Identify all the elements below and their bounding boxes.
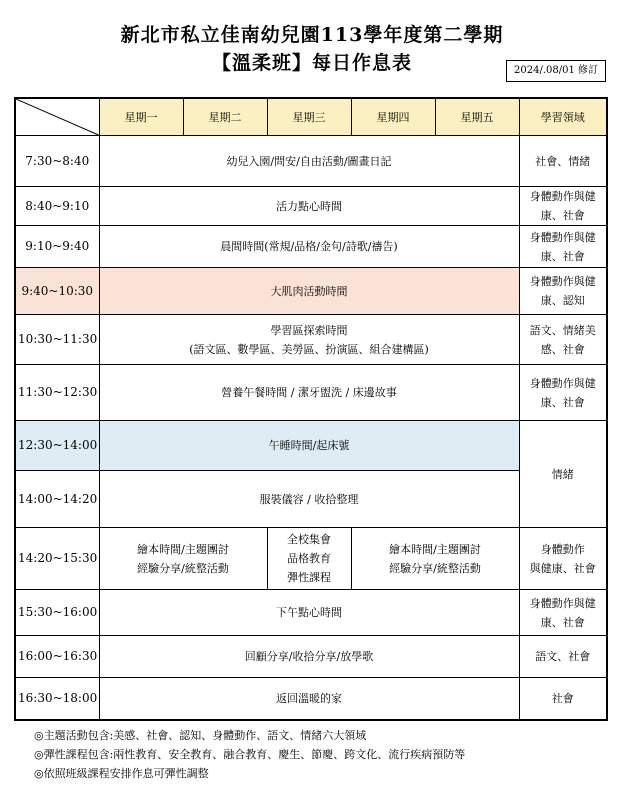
table-row bbox=[15, 421, 607, 471]
col-header-domain: 學習領域 bbox=[519, 98, 607, 136]
col-header-friday: 星期五 bbox=[435, 98, 519, 136]
activity-cell: 營養午餐時間 / 潔牙盥洗 / 床邊故事 bbox=[99, 365, 519, 421]
activity-line: 經驗分享/統整活動 bbox=[137, 561, 229, 575]
activity-cell: 午睡時間/起床號 bbox=[99, 421, 519, 471]
time-cell: 14:00~14:20 bbox=[15, 471, 99, 528]
time-cell: 8:40~9:10 bbox=[15, 187, 99, 226]
header-row bbox=[15, 98, 607, 136]
page-title: 新北市私立佳南幼兒園113學年度第二學期 bbox=[120, 24, 504, 46]
class-title: 【溫柔班】每日作息表 bbox=[211, 52, 412, 74]
col-header-wednesday: 星期三 bbox=[267, 98, 351, 136]
col-header-monday: 星期一 bbox=[99, 98, 183, 136]
table-row bbox=[15, 528, 607, 590]
domain-cell bbox=[519, 528, 607, 590]
col-header-tuesday: 星期二 bbox=[183, 98, 267, 136]
activity-cell: 下午點心時間 bbox=[99, 590, 519, 636]
time-cell: 14:20~15:30 bbox=[15, 528, 99, 590]
domain-cell: 社會 bbox=[519, 678, 607, 720]
domain-cell: 社會、情緒 bbox=[519, 136, 607, 187]
activity-line: (語文區、數學區、美勞區、扮演區、組合建構區) bbox=[189, 342, 429, 356]
time-cell: 9:40~10:30 bbox=[15, 268, 99, 315]
activity-cell: 回顧分享/收拾分享/放學歌 bbox=[99, 636, 519, 678]
notes bbox=[34, 726, 465, 783]
note-item: ◎主題活動包含:美感、社會、認知、身體動作、語文、情緒六大領域 bbox=[34, 729, 367, 742]
revision-date: 2024/.08/01 修訂 bbox=[506, 60, 606, 82]
activity-line: 全校集會 bbox=[287, 533, 331, 546]
activity-cell-left bbox=[99, 528, 267, 590]
activity-cell: 幼兒入園/問安/自由活動/圖畫日記 bbox=[99, 136, 519, 187]
time-cell: 7:30~8:40 bbox=[15, 136, 99, 187]
note-item: ◎彈性課程包含:兩性教育、安全教育、融合教育、慶生、節慶、跨文化、流行疾病預防等 bbox=[34, 748, 466, 761]
table-row bbox=[15, 590, 607, 636]
table-row bbox=[15, 226, 607, 268]
activity-cell: 晨間時間(常規/品格/金句/詩歌/禱告) bbox=[99, 226, 519, 268]
domain-line: 身體動作 bbox=[540, 542, 585, 556]
activity-cell: 返回溫暖的家 bbox=[99, 678, 519, 720]
corner-cell bbox=[15, 98, 99, 136]
table-row bbox=[15, 315, 607, 365]
time-cell: 12:30~14:00 bbox=[15, 421, 99, 471]
domain-cell: 身體動作與健康、社會 bbox=[519, 226, 607, 268]
domain-cell: 情緒 bbox=[519, 421, 607, 528]
table-row bbox=[15, 636, 607, 678]
domain-line: 與健康、社會 bbox=[529, 561, 596, 575]
activity-line: 繪本時間/主題團討 bbox=[137, 542, 229, 556]
activity-line: 彈性課程 bbox=[287, 571, 331, 584]
domain-cell: 語文、社會 bbox=[519, 636, 607, 678]
activity-cell bbox=[99, 315, 519, 365]
domain-cell: 身體動作與健康、社會 bbox=[519, 590, 607, 636]
domain-cell: 語文、情緒美感、社會 bbox=[519, 315, 607, 365]
activity-line: 經驗分享/統整活動 bbox=[389, 561, 481, 575]
table-row bbox=[15, 365, 607, 421]
time-cell: 10:30~11:30 bbox=[15, 315, 99, 365]
table-row bbox=[15, 471, 607, 528]
time-cell: 15:30~16:00 bbox=[15, 590, 99, 636]
domain-cell: 身體動作與健康、社會 bbox=[519, 365, 607, 421]
note-item: ◎依照班級課程安排作息可彈性調整 bbox=[34, 767, 209, 780]
domain-cell: 身體動作與健康、認知 bbox=[519, 268, 607, 315]
domain-cell: 身體動作與健康、社會 bbox=[519, 187, 607, 226]
schedule-table bbox=[14, 97, 608, 721]
activity-cell: 服裝儀容 / 收拾整理 bbox=[99, 471, 519, 528]
activity-cell: 大肌肉活動時間 bbox=[99, 268, 519, 315]
activity-cell: 活力點心時間 bbox=[99, 187, 519, 226]
table-row bbox=[15, 136, 607, 187]
time-cell: 9:10~9:40 bbox=[15, 226, 99, 268]
activity-line: 學習區探索時間 bbox=[270, 323, 348, 337]
time-cell: 16:00~16:30 bbox=[15, 636, 99, 678]
col-header-thursday: 星期四 bbox=[351, 98, 435, 136]
activity-cell-right bbox=[351, 528, 519, 590]
activity-line: 繪本時間/主題團討 bbox=[389, 542, 481, 556]
time-cell: 11:30~12:30 bbox=[15, 365, 99, 421]
activity-line: 品格教育 bbox=[287, 552, 331, 565]
table-row bbox=[15, 268, 607, 315]
activity-cell-middle bbox=[267, 528, 351, 590]
table-row bbox=[15, 678, 607, 720]
table-row bbox=[15, 187, 607, 226]
time-cell: 16:30~18:00 bbox=[15, 678, 99, 720]
